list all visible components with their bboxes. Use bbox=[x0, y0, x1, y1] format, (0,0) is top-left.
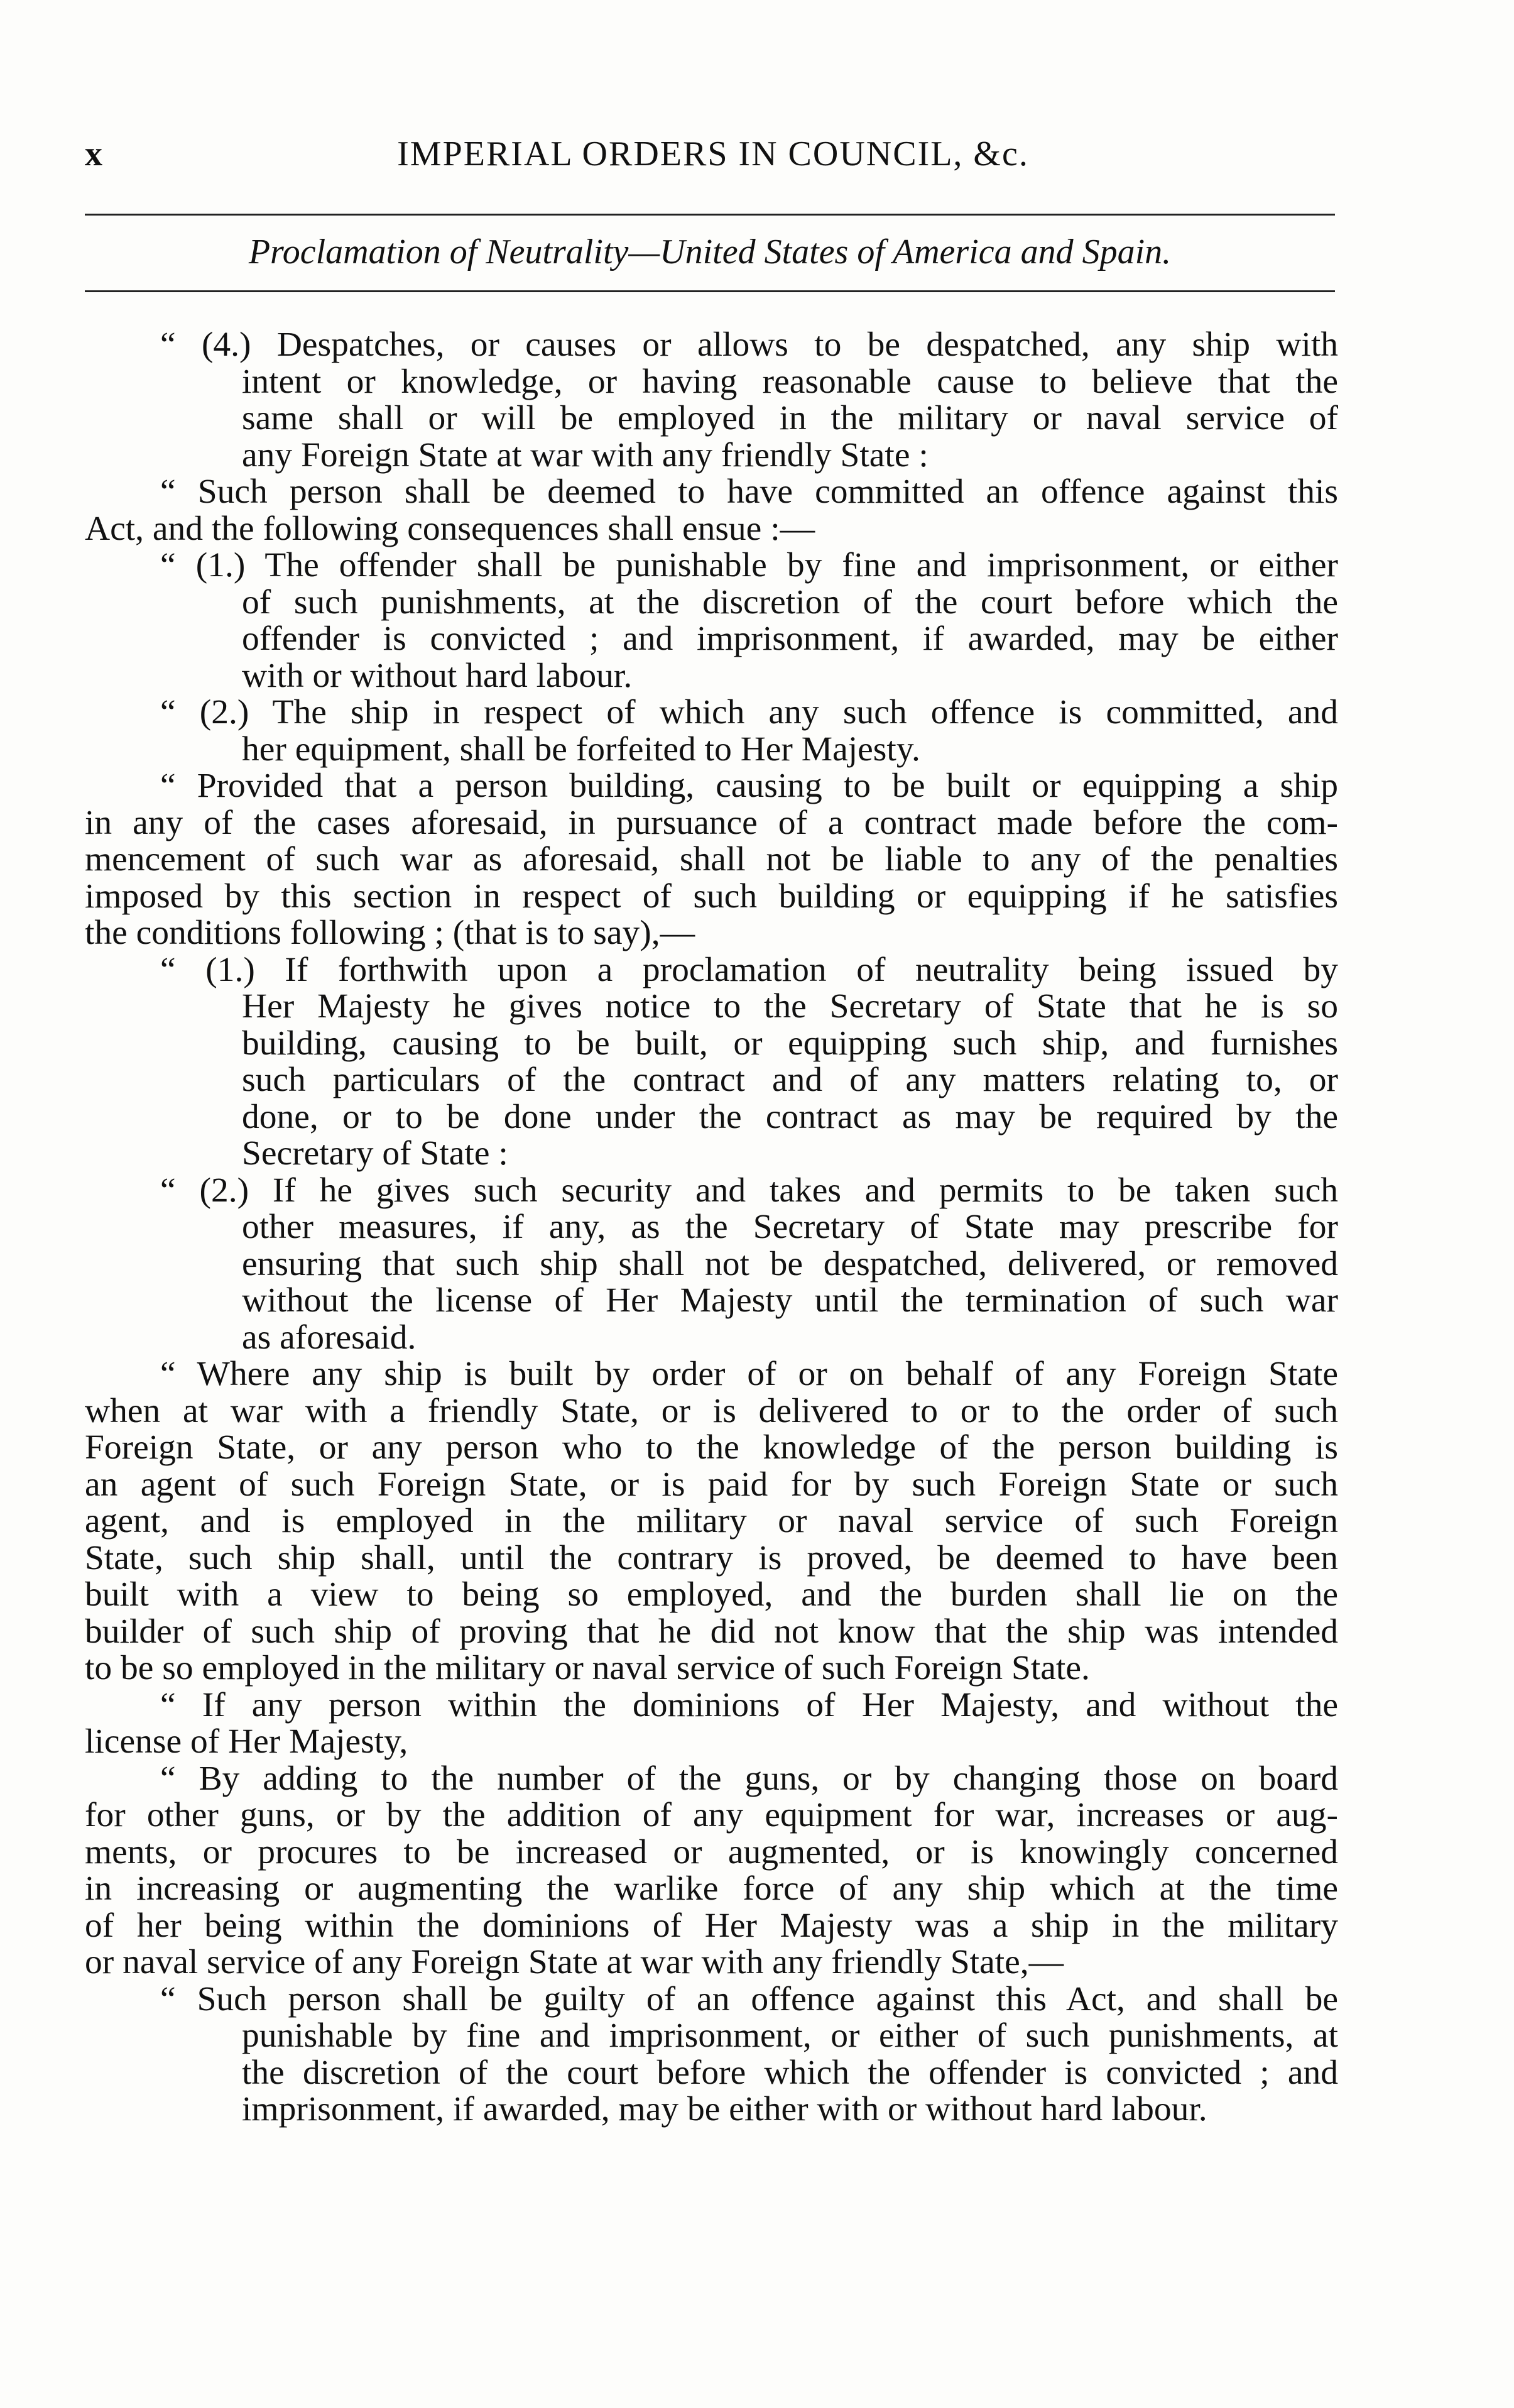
body-text bbox=[85, 327, 1338, 2128]
text-line: imposed by this section in respect of such building or equipping if he satisfies bbox=[85, 877, 1338, 916]
text-line: Act, and the following consequences shall ensue :— bbox=[85, 509, 815, 548]
text-line: offender is convicted ; and imprisonment, if awarded, may be either bbox=[242, 620, 1338, 658]
text-line: her equipment, shall be forfeited to Her Majesty. bbox=[242, 730, 920, 769]
text-line: of her being within the dominions of Her Majesty was a ship in the military bbox=[85, 1906, 1338, 1945]
text-line: “ Provided that a person building, causing to be built or equipping a ship bbox=[160, 767, 1338, 805]
text-line: “ (2.) If he gives such security and takes and permits to be taken such bbox=[160, 1171, 1338, 1210]
text-line: ments, or procures to be increased or augmented, or is knowingly concerned bbox=[85, 1832, 1338, 1871]
text-line: of such punishments, at the discretion of the court before which the bbox=[242, 583, 1338, 621]
text-line: “ (1.) If forthwith upon a proclamation of neutrality being issued by bbox=[160, 950, 1338, 989]
text-line: for other guns, or by the addition of any equipment for war, increases or aug- bbox=[85, 1796, 1338, 1834]
text-line: the conditions following ; (that is to say),— bbox=[85, 914, 695, 952]
text-line: builder of such ship of proving that he did not know that the ship was intended bbox=[85, 1612, 1338, 1651]
text-line: to be so employed in the military or naval service of such Foreign State. bbox=[85, 1649, 1090, 1687]
text-line: “ Such person shall be deemed to have committed an offence against this bbox=[160, 473, 1338, 511]
page-title: IMPERIAL ORDERS IN COUNCIL, &c. bbox=[397, 134, 1029, 173]
text-line: or naval service of any Foreign State at war with any friendly State,— bbox=[85, 1943, 1064, 1981]
text-line: “ If any person within the dominions of Her Majesty, and without the bbox=[160, 1685, 1338, 1724]
text-line: Foreign State, or any person who to the knowledge of the person building is bbox=[85, 1428, 1338, 1467]
text-line: when at war with a friendly State, or is delivered to or to the order of such bbox=[85, 1391, 1338, 1430]
text-line: done, or to be done under the contract as may be required by the bbox=[242, 1097, 1338, 1136]
running-head bbox=[85, 129, 1341, 179]
text-line: imprisonment, if awarded, may be either with or without hard labour. bbox=[242, 2090, 1207, 2128]
text-line: “ (2.) The ship in respect of which any such offence is committed, and bbox=[160, 693, 1338, 731]
text-line: same shall or will be employed in the military or naval service of bbox=[242, 399, 1338, 437]
text-line: punishable by fine and imprisonment, or either of such punishments, at bbox=[242, 2017, 1338, 2055]
text-line: in increasing or augmenting the warlike force of any ship which at the time bbox=[85, 1869, 1338, 1908]
text-line: any Foreign State at war with any friendly State : bbox=[242, 435, 929, 474]
text-line: “ (1.) The offender shall be punishable by fine and imprisonment, or either bbox=[160, 546, 1338, 584]
text-line: “ Where any ship is built by order of or on behalf of any Foreign State bbox=[160, 1355, 1338, 1393]
text-line: ensuring that such ship shall not be despatched, delivered, or removed bbox=[242, 1244, 1338, 1283]
page-folio: x bbox=[85, 134, 102, 173]
text-line: such particulars of the contract and of any matters relating to, or bbox=[242, 1061, 1338, 1099]
text-line: Secretary of State : bbox=[242, 1134, 508, 1173]
text-line: Her Majesty he gives notice to the Secretary of State that he is so bbox=[242, 987, 1338, 1026]
text-line: with or without hard labour. bbox=[242, 656, 633, 695]
text-line: mencement of such war as aforesaid, shall not be liable to any of the penalties bbox=[85, 840, 1338, 878]
text-line: building, causing to be built, or equipping such ship, and furnishes bbox=[242, 1024, 1338, 1063]
text-line: agent, and is employed in the military or naval service of such Foreign bbox=[85, 1502, 1338, 1540]
text-line: intent or knowledge, or having reasonable cause to believe that the bbox=[242, 362, 1338, 401]
text-line: “ (4.) Despatches, or causes or allows to be despatched, any ship with bbox=[160, 326, 1338, 364]
text-line: other measures, if any, as the Secretary of State may prescribe for bbox=[242, 1208, 1338, 1246]
text-line: in any of the cases aforesaid, in pursuance of a contract made before the com- bbox=[85, 803, 1338, 842]
text-line: an agent of such Foreign State, or is paid for by such Foreign State or such bbox=[85, 1465, 1338, 1504]
header-rule-bottom bbox=[85, 290, 1335, 292]
text-line: “ By adding to the number of the guns, or by changing those on board bbox=[160, 1759, 1338, 1798]
page-subtitle: Proclamation of Neutrality—United States of America and Spain. bbox=[248, 233, 1172, 271]
header-rule-top bbox=[85, 214, 1335, 216]
text-line: the discretion of the court before which the offender is convicted ; and bbox=[242, 2053, 1338, 2092]
text-line: built with a view to being so employed, and the burden shall lie on the bbox=[85, 1575, 1338, 1614]
text-line: license of Her Majesty, bbox=[85, 1722, 408, 1761]
text-line: without the license of Her Majesty until the termination of such war bbox=[242, 1281, 1338, 1320]
text-line: “ Such person shall be guilty of an offence against this Act, and shall be bbox=[160, 1979, 1338, 2018]
text-line: as aforesaid. bbox=[242, 1318, 417, 1357]
text-line: State, such ship shall, until the contrary is proved, be deemed to have been bbox=[85, 1538, 1338, 1577]
